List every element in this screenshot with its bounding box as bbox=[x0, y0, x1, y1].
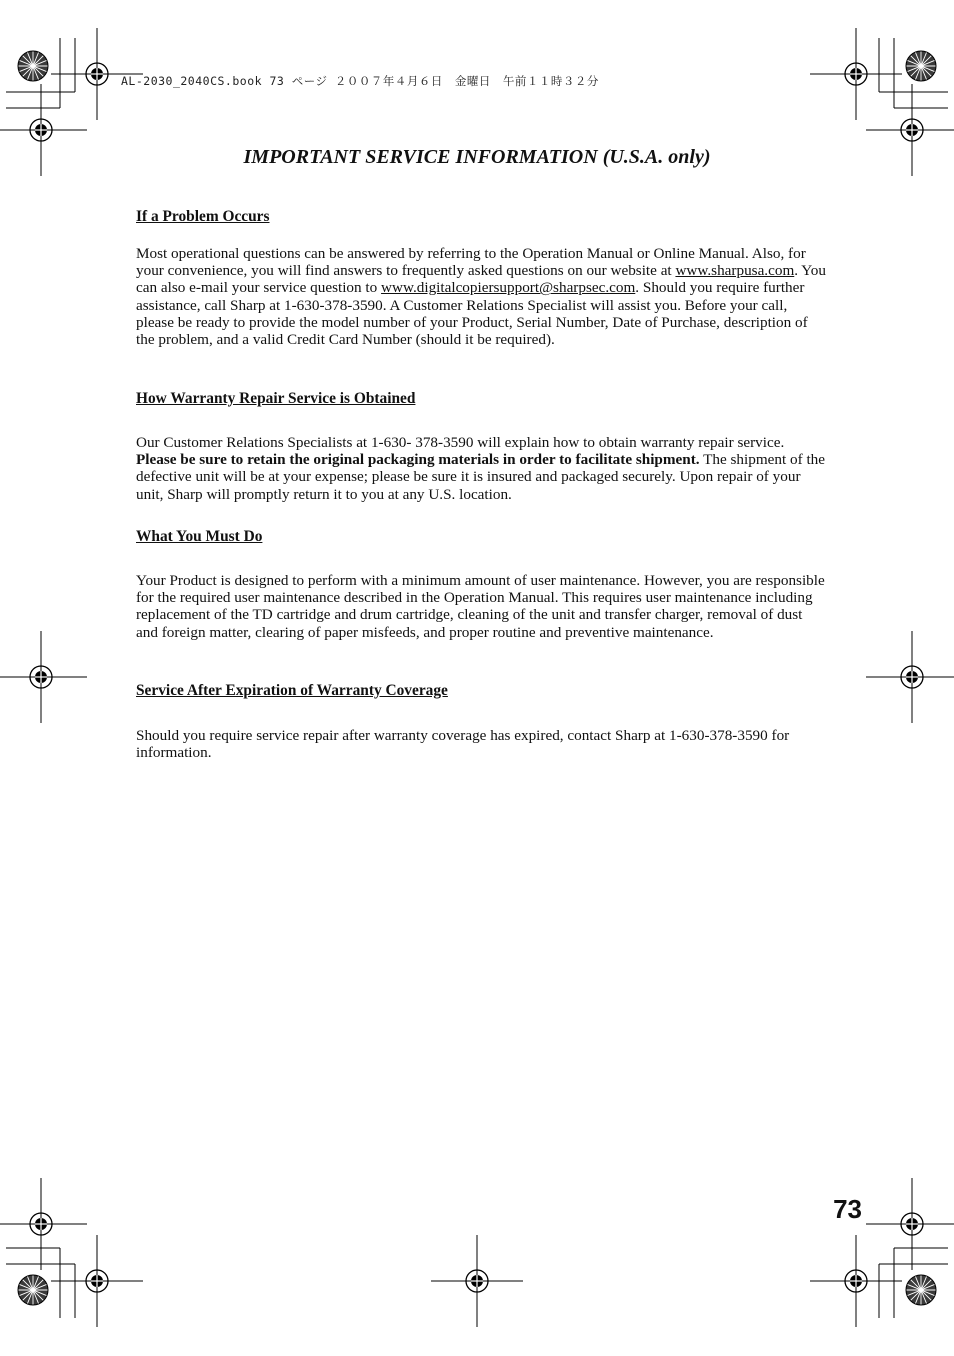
page-title: IMPORTANT SERVICE INFORMATION (U.S.A. only) bbox=[243, 146, 711, 168]
body-text: . You can also e-mail your service question to bbox=[136, 262, 826, 297]
section-body-after-expiration: Should you require service repair after warranty coverage has expired, contact Sharp at 1-630-378-3590 for information. bbox=[136, 727, 790, 762]
support-email-link[interactable]: www.digitalcopiersupport@sharpsec.com bbox=[381, 279, 636, 297]
body-text: . Should you require further assistance, call Sharp at 1-630-378-3590. A Customer Relations Specialist will assist you. Before your call, please be ready to provide the model number of your Product, Serial Number, Date of Purchase, description of the problem, and a valid Credit Card Number (should it be required). bbox=[136, 279, 808, 349]
section-body-must-do: Your Product is designed to perform with a minimum amount of user maintenance. However, you are responsible for the required user maintenance described in the Operation Manual. This requires user maintenance including replacement of the TD cartridge and drum cartridge, cleaning of the unit and transfer charger, removal of dust and foreign matter, clearing of paper misfeeds, and proper routine and preventive maintenance. bbox=[136, 572, 825, 641]
website-link[interactable]: www.sharpusa.com bbox=[675, 262, 795, 280]
section-heading-after-expiration: Service After Expiration of Warranty Coverage bbox=[136, 682, 448, 699]
section-body-warranty bbox=[136, 434, 826, 503]
page-number: 73 bbox=[833, 1194, 862, 1224]
print-slug: AL-2030_2040CS.book 73 ページ ２００７年４月６日 金曜日 午前１１時３２分 bbox=[121, 74, 599, 88]
body-text: The shipment of the defective unit will be at your expense; please be sure it is insured and packaged securely. Upon repair of your unit, Sharp will promptly return it to you at any U.S. location. bbox=[136, 451, 825, 503]
section-heading-problem: If a Problem Occurs bbox=[136, 208, 270, 225]
body-text: Most operational questions can be answered by referring to the Operation Manual or Online Manual. Also, for your convenience, you will find answers to frequently asked questions on our website at bbox=[136, 245, 806, 280]
section-body-problem bbox=[136, 245, 826, 348]
packaging-notice: Please be sure to retain the original packaging materials in order to facilitate shipment. bbox=[136, 451, 700, 469]
section-heading-must-do: What You Must Do bbox=[136, 528, 263, 545]
body-text: Our Customer Relations Specialists at 1-630- 378-3590 will explain how to obtain warranty repair service. bbox=[136, 434, 785, 451]
section-heading-warranty: How Warranty Repair Service is Obtained bbox=[136, 390, 416, 407]
